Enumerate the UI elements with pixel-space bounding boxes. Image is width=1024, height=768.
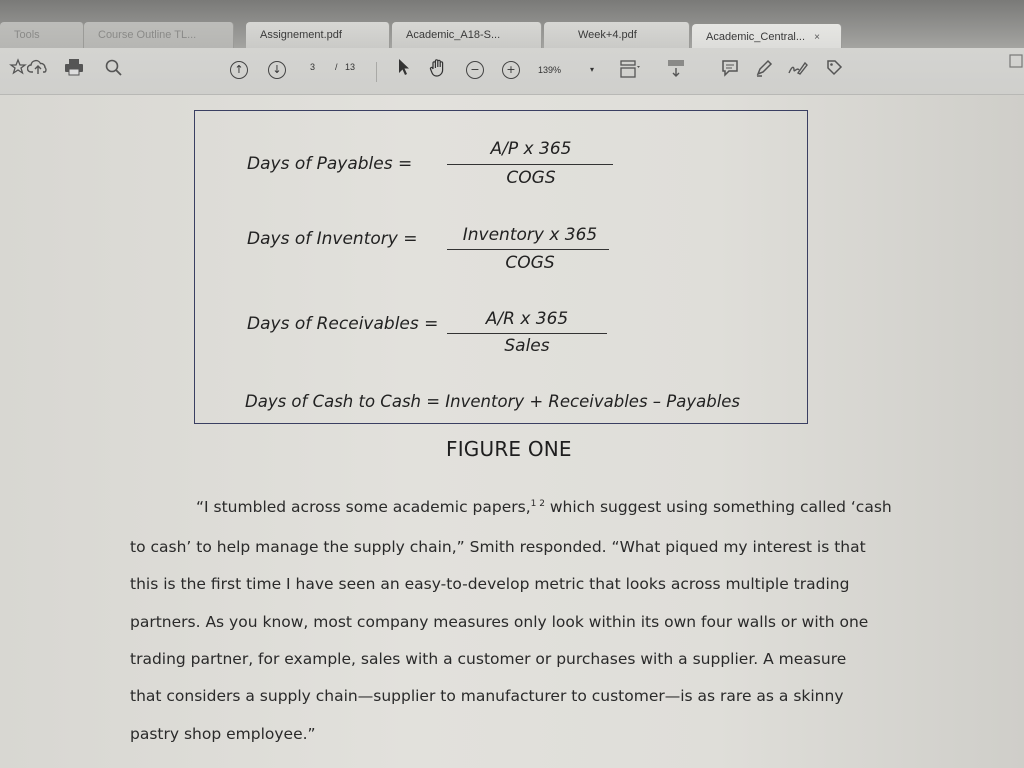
- plus-icon: +: [506, 63, 516, 76]
- inventory-denominator: COGS: [505, 253, 555, 273]
- highlight-pen-icon[interactable]: [752, 58, 776, 82]
- zoom-out-button[interactable]: [466, 61, 484, 79]
- select-tool-arrow-icon[interactable]: [392, 58, 416, 82]
- payables-numerator: A/P x 365: [490, 139, 572, 159]
- tab-label: Week+4.pdf: [578, 29, 637, 41]
- tab-tools[interactable]: [0, 22, 84, 48]
- paragraph-line-1b: which suggest using something called ‘cash: [544, 498, 892, 516]
- page-total: 13: [345, 62, 356, 72]
- tab-label: Academic_Central...: [706, 31, 806, 43]
- days-of-receivables-label: Days of Receivables =: [247, 314, 439, 334]
- previous-page-button[interactable]: [230, 61, 248, 79]
- receivables-denominator: Sales: [504, 336, 550, 356]
- fraction-line: [447, 164, 613, 165]
- fraction-line: [447, 249, 609, 250]
- payables-denominator: COGS: [506, 168, 556, 188]
- days-of-cash-to-cash-formula: Days of Cash to Cash = Inventory + Receivables – Payables: [245, 392, 741, 411]
- dropdown-arrow-icon: ▾: [590, 65, 595, 74]
- next-page-button[interactable]: [268, 61, 286, 79]
- close-tab-icon[interactable]: ×: [814, 32, 820, 43]
- cloud-upload-icon[interactable]: [26, 58, 50, 82]
- sign-icon[interactable]: [786, 58, 810, 82]
- receivables-numerator: A/R x 365: [485, 309, 569, 329]
- read-mode-icon[interactable]: [664, 58, 688, 82]
- side-panel-icon[interactable]: [1004, 52, 1024, 76]
- search-icon[interactable]: [102, 58, 126, 82]
- arrow-up-icon: ↑: [234, 63, 244, 76]
- paragraph-line-6: that considers a supply chain—supplier to manufacturer to customer—is as rare as a skinny: [130, 687, 844, 705]
- paragraph-line-4: partners. As you know, most company measures only look within its own four walls or with one: [130, 613, 869, 631]
- zoom-level-select[interactable]: [538, 62, 598, 78]
- days-of-inventory-label: Days of Inventory =: [247, 229, 418, 249]
- fit-page-icon[interactable]: [618, 58, 642, 82]
- tab-course-outline[interactable]: [84, 22, 234, 48]
- paragraph-line-1a: “I stumbled across some academic papers,: [196, 498, 531, 516]
- arrow-down-icon: ↓: [272, 63, 282, 76]
- print-icon[interactable]: [62, 58, 86, 82]
- toolbar: [0, 48, 1024, 95]
- zoom-in-button[interactable]: [502, 61, 520, 79]
- formula-box: [194, 110, 808, 424]
- tab-assignement[interactable]: [246, 22, 390, 48]
- paragraph-line-1: [196, 498, 892, 516]
- paragraph-line-7: pastry shop employee.”: [130, 725, 316, 743]
- page-separator: /: [335, 62, 338, 72]
- minus-icon: −: [470, 63, 480, 76]
- days-of-payables-label: Days of Payables =: [247, 154, 413, 174]
- zoom-value: 139%: [538, 65, 562, 75]
- paragraph-line-3: this is the first time I have seen an easy-to-develop metric that looks across multiple trading: [130, 575, 850, 593]
- document-page: [0, 95, 1024, 768]
- toolbar-divider: [376, 62, 377, 82]
- figure-title: FIGURE ONE: [446, 437, 572, 461]
- tab-label: Course Outline TL...: [98, 29, 197, 41]
- fraction-line: [447, 333, 607, 334]
- paragraph-line-2: to cash’ to help manage the supply chain,” Smith responded. “What piqued my interest is that: [130, 538, 866, 556]
- tab-label: Assignement.pdf: [260, 29, 342, 41]
- comment-icon[interactable]: [718, 58, 742, 82]
- inventory-numerator: Inventory x 365: [462, 225, 598, 245]
- tab-label: Tools: [14, 29, 40, 41]
- hand-tool-icon[interactable]: [426, 58, 450, 82]
- share-tag-icon[interactable]: [822, 58, 846, 82]
- page-number-input[interactable]: 3: [310, 62, 316, 72]
- tab-label: Academic_A18-S...: [406, 29, 501, 41]
- tab-academic-central[interactable]: [692, 24, 842, 48]
- footnote-markers: 1 2: [530, 498, 545, 509]
- tab-week4[interactable]: [544, 22, 690, 48]
- tab-academic-a18[interactable]: [392, 22, 542, 48]
- paragraph-line-5: trading partner, for example, sales with a customer or purchases with a supplier. A measure: [130, 650, 847, 668]
- tab-bar: [0, 0, 1024, 48]
